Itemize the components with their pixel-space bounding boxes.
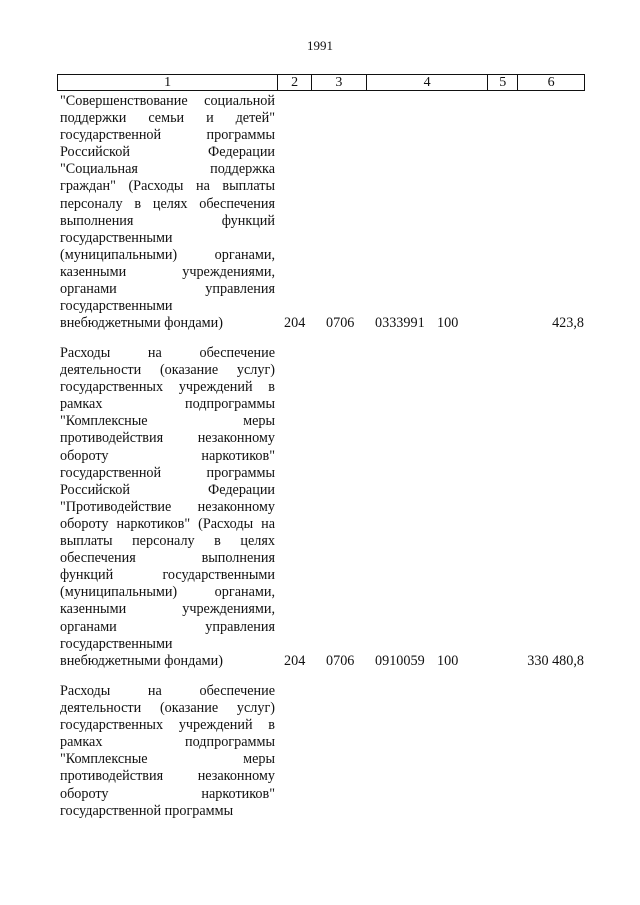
description-line: государственными xyxy=(60,635,173,652)
description-line: внебюджетными фондами) xyxy=(60,315,223,332)
header-col-3: 3 xyxy=(312,75,367,90)
header-col-5: 5 xyxy=(488,75,518,90)
description-line: выплаты персоналу в целях xyxy=(60,533,275,550)
description-line: государственной программы xyxy=(60,802,234,819)
description-line: деятельности (оказание услуг) xyxy=(60,700,275,717)
description-line: государственных учреждений в xyxy=(60,717,275,734)
row-description xyxy=(60,345,275,670)
row-col-6: 330 480,8 xyxy=(527,652,584,669)
description-line: органами управления xyxy=(60,281,275,298)
row-description xyxy=(60,683,275,820)
description-line: поддержки семьи и детей" xyxy=(60,110,275,127)
description-line: рамках подпрограммы xyxy=(60,734,275,751)
description-line: выполнения функций xyxy=(60,212,275,229)
description-line: внебюджетными фондами) xyxy=(60,652,223,669)
description-line: казенными учреждениями, xyxy=(60,601,275,618)
description-line: обороту наркотиков" (Расходы на xyxy=(60,515,275,532)
description-line: органами управления xyxy=(60,618,275,635)
description-line: государственными xyxy=(60,298,173,315)
description-line: "Противодействие незаконному xyxy=(60,498,275,515)
description-line: "Социальная поддержка xyxy=(60,161,275,178)
description-line: (муниципальными) органами, xyxy=(60,584,275,601)
row-col-3: 0706 xyxy=(326,652,355,669)
description-line: "Комплексные меры xyxy=(60,751,275,768)
description-line: граждан" (Расходы на выплаты xyxy=(60,178,275,195)
row-col-2: 204 xyxy=(284,652,306,669)
description-line: "Комплексные меры xyxy=(60,413,275,430)
description-line: Российской Федерации xyxy=(60,144,275,161)
header-col-6: 6 xyxy=(547,75,555,90)
row-col-2: 204 xyxy=(284,315,306,332)
description-line: противодействия незаконному xyxy=(60,430,275,447)
description-line: деятельности (оказание услуг) xyxy=(60,362,275,379)
row-col-3: 0706 xyxy=(326,315,355,332)
description-line: государственной программы xyxy=(60,127,275,144)
description-line: противодействия незаконному xyxy=(60,768,275,785)
row-col-6: 423,8 xyxy=(552,315,584,332)
description-line: обороту наркотиков" xyxy=(60,785,275,802)
description-line: государственными xyxy=(60,229,173,246)
description-line: Российской Федерации xyxy=(60,481,275,498)
description-line: Расходы на обеспечение xyxy=(60,345,275,361)
row-col-4: 0910059 xyxy=(375,652,425,669)
description-line: "Совершенствование социальной xyxy=(60,93,275,109)
description-line: казенными учреждениями, xyxy=(60,263,275,280)
description-line: функций государственными xyxy=(60,567,275,584)
header-col-2: 2 xyxy=(278,75,312,90)
description-line: (муниципальными) органами, xyxy=(60,246,275,263)
row-col-5: 100 xyxy=(437,315,459,332)
description-line: Расходы на обеспечение xyxy=(60,683,275,699)
row-description xyxy=(60,93,275,332)
table-header xyxy=(57,74,585,91)
header-col-1: 1 xyxy=(58,75,278,90)
description-line: государственных учреждений в xyxy=(60,379,275,396)
description-line: персоналу в целях обеспечения xyxy=(60,195,275,212)
description-line: обеспечения выполнения xyxy=(60,550,275,567)
row-col-5: 100 xyxy=(437,652,459,669)
page-number: 1991 xyxy=(307,38,333,53)
row-col-4: 0333991 xyxy=(375,315,425,332)
header-col-4: 4 xyxy=(367,75,489,90)
description-line: рамках подпрограммы xyxy=(60,396,275,413)
description-line: обороту наркотиков" xyxy=(60,447,275,464)
description-line: государственной программы xyxy=(60,464,275,481)
